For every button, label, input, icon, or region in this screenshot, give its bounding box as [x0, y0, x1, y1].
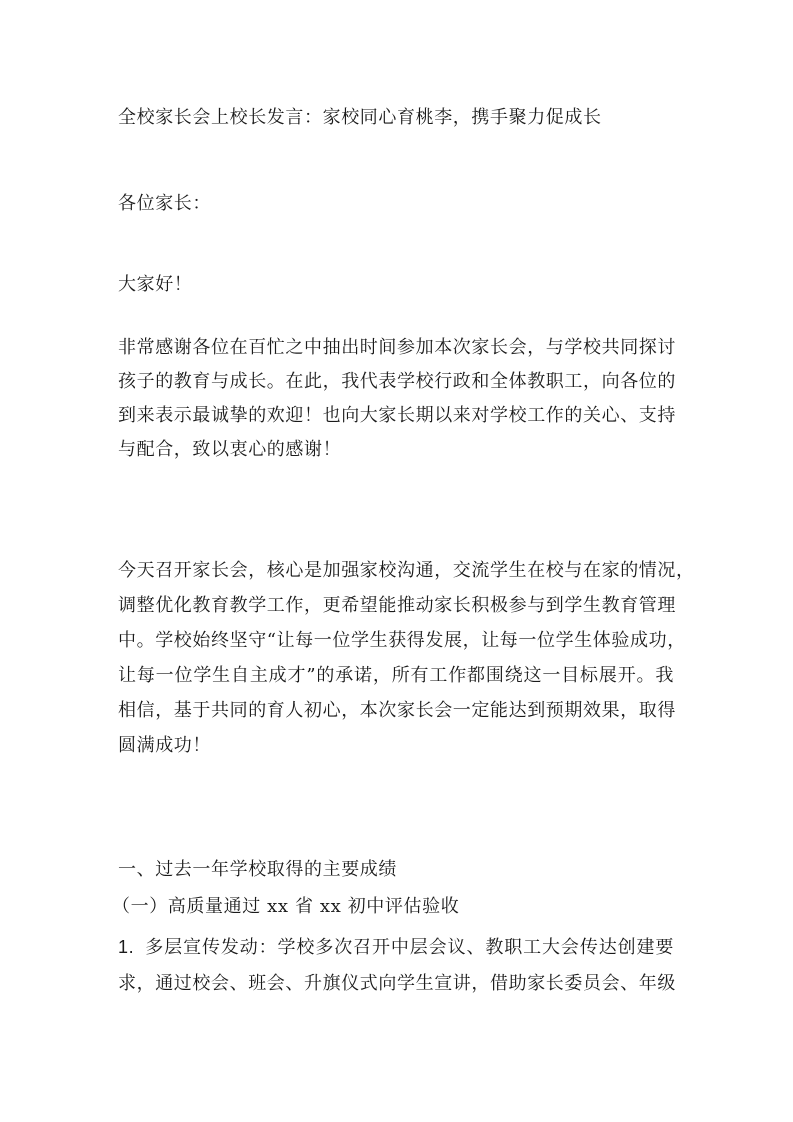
paragraph-line: 到来表示最诚挚的欢迎！也向大家长期以来对学校工作的关心、支持 — [118, 405, 676, 426]
paragraph-line: 今天召开家长会，核心是加强家校沟通，交流学生在校与在家的情况， — [118, 560, 695, 581]
paragraph-line: 让每一位学生自主成才”的承诺，所有工作都围绕这一目标展开。我 — [118, 665, 674, 686]
paragraph-line: 与配合，致以衷心的感谢！ — [118, 439, 342, 460]
paragraph-line: 非常感谢各位在百忙之中抽出时间参加本次家长会，与学校共同探讨 — [118, 337, 676, 358]
document-title: 全校家长会上校长发言：家校同心育桃李，携手聚力促成长 — [118, 107, 602, 128]
subsection-heading: （一）高质量通过 xx 省 xx 初中评估验收 — [112, 896, 460, 917]
paragraph-line: 圆满成功！ — [118, 735, 211, 756]
section-heading: 一、过去一年学校取得的主要成绩 — [118, 859, 397, 880]
list-item-text: 多层宣传发动：学校多次召开中层会议、教职工大会传达创建要 — [145, 937, 674, 958]
list-item — [118, 936, 674, 959]
salutation: 各位家长： — [118, 193, 211, 214]
paragraph-line: 调整优化教育教学工作，更希望能推动家长积极参与到学生教育管理 — [118, 595, 676, 616]
greeting: 大家好！ — [118, 274, 193, 295]
list-item-number: 1. — [118, 937, 135, 957]
paragraph-line: 相信，基于共同的育人初心，本次家长会一定能达到预期效果，取得 — [118, 700, 676, 721]
list-item-continuation: 求，通过校会、班会、升旗仪式向学生宣讲，借助家长委员会、年级 — [118, 973, 676, 994]
paragraph-line: 中。学校始终坚守“让每一位学生获得发展，让每一位学生体验成功， — [118, 630, 686, 651]
paragraph-line: 孩子的教育与成长。在此，我代表学校行政和全体教职工，向各位的 — [118, 371, 676, 392]
